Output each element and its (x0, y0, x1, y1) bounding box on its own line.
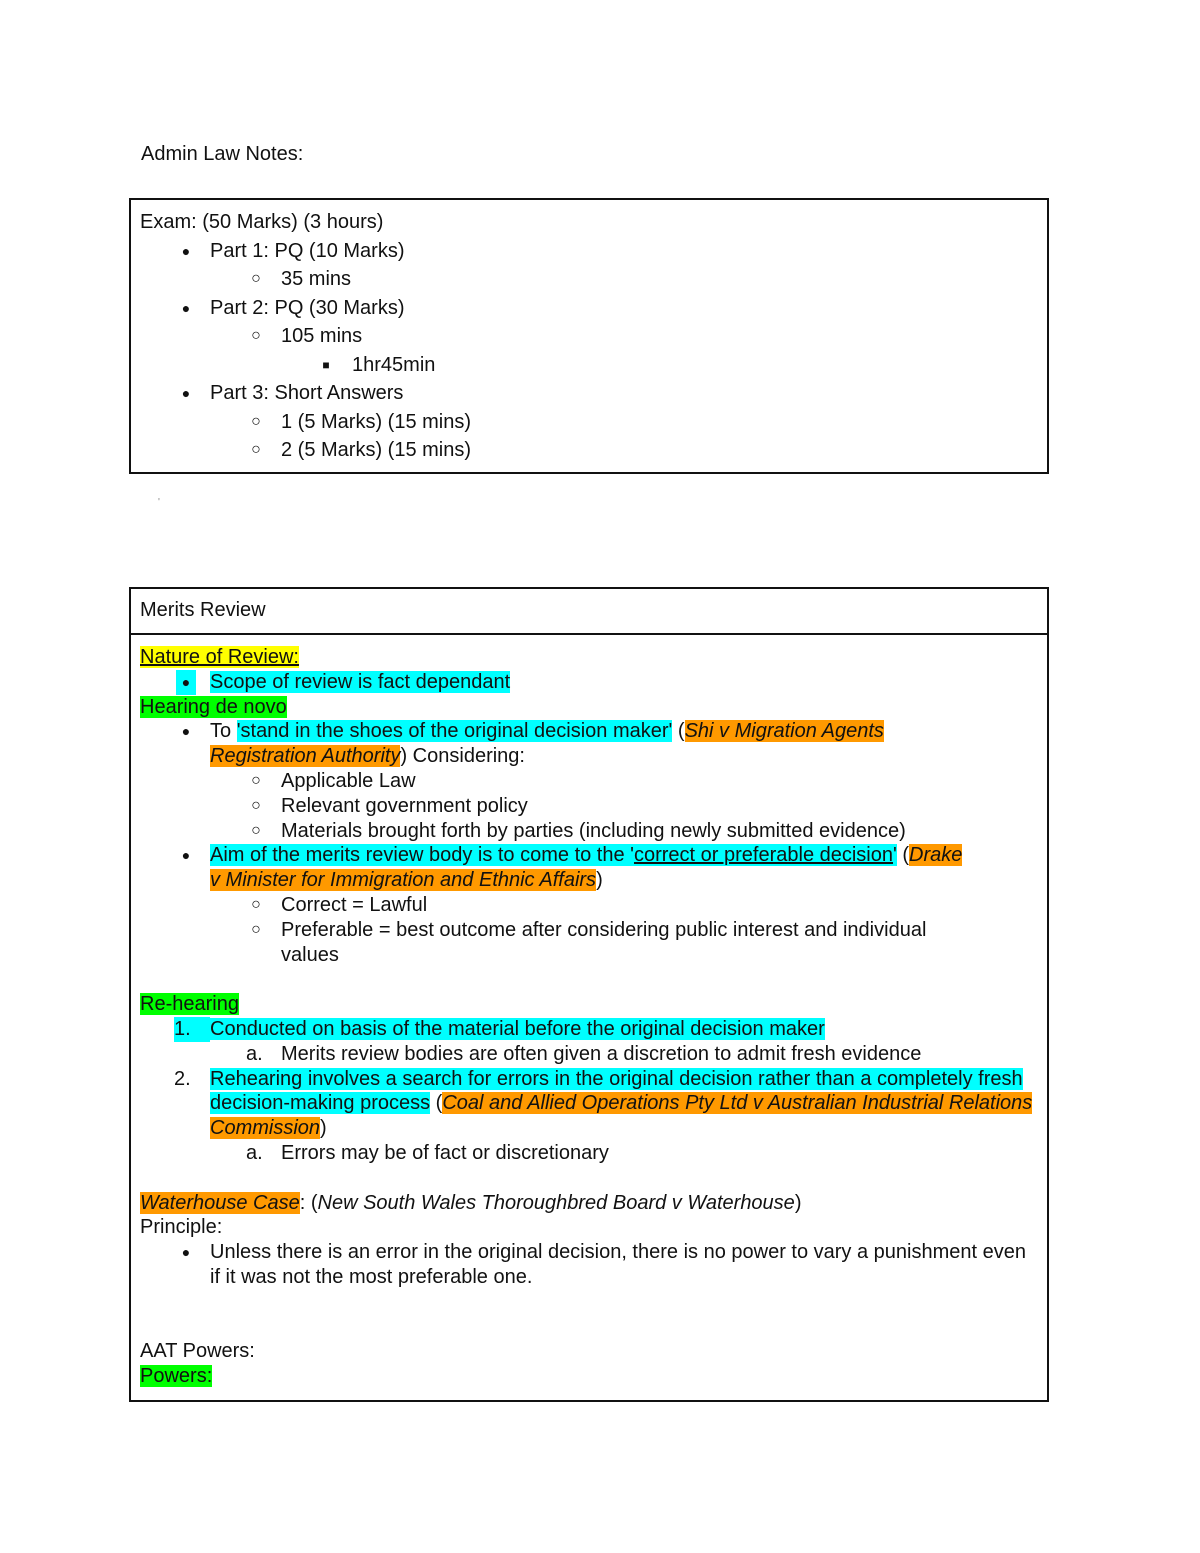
list-item (140, 719, 1038, 744)
list-item (140, 265, 1038, 294)
list-item (140, 408, 1038, 437)
list-item (140, 794, 1038, 819)
list-item (140, 351, 1038, 380)
waterhouse-close: ) (794, 1191, 802, 1214)
powers-heading: Powers: (140, 1365, 213, 1388)
list-item (140, 1141, 1038, 1166)
case-shi-b: Registration Authority (210, 745, 401, 768)
case-drake-a: Drake (909, 844, 963, 867)
list-number: 2. (174, 1067, 191, 1090)
rehearing-item1a: Merits review bodies are often given a discretion to admit fresh evidence (281, 1042, 922, 1065)
principle-text: Unless there is an error in the original decision, there is no power to vary a punishment even if it was not the most preferable one. (210, 1241, 1026, 1288)
case-waterhouse: New South Wales Thoroughbred Board v Waterhouse (317, 1191, 795, 1214)
principle-label: Principle: (140, 1216, 223, 1239)
list-letter: a. (246, 1141, 263, 1164)
list-item (140, 237, 1038, 266)
exam-heading: Exam: (50 Marks) (3 hours) (140, 211, 384, 233)
list-number: 1. (174, 1017, 210, 1042)
bullet-icon: ● (181, 847, 191, 864)
aim-text (210, 844, 897, 866)
rehearing-item1: Conducted on basis of the material before the original decision maker (210, 1017, 825, 1040)
list-item (140, 436, 1038, 465)
bullet-icon: ● (181, 385, 191, 401)
merits-header-text: Merits Review (140, 599, 266, 621)
shoes-to: To (210, 720, 232, 743)
waterhouse-colon: : ( (299, 1191, 318, 1214)
exam-part1: Part 1: PQ (10 Marks) (210, 239, 405, 262)
rehearing-item2-open: ( (430, 1092, 443, 1115)
exam-part3-q2: 2 (5 Marks) (15 mins) (281, 439, 472, 461)
exam-part3-q1: 1 (5 Marks) (15 mins) (281, 410, 472, 433)
list-letter: a. (246, 1042, 263, 1065)
square-bullet-icon: ■ (322, 357, 330, 372)
stray-mark: ' (158, 497, 160, 508)
circle-bullet-icon: ○ (251, 412, 261, 430)
exam-part1-time: 35 mins (281, 268, 352, 290)
list-item (140, 379, 1038, 408)
bullet-icon: ● (181, 1244, 191, 1261)
rehearing-heading: Re-hearing (140, 993, 239, 1016)
consider-3: Materials brought forth by parties (including newly submitted evidence) (281, 819, 906, 842)
exam-box (129, 198, 1049, 474)
aat-heading: AAT Powers: (140, 1340, 255, 1363)
bullet-icon: ● (181, 723, 191, 740)
rehearing-item2-close: ) (320, 1117, 327, 1140)
circle-bullet-icon: ○ (251, 270, 261, 287)
circle-bullet-icon: ○ (251, 895, 261, 913)
exam-part3: Part 3: Short Answers (210, 382, 404, 404)
rehearing-item2: Rehearing involves a search for errors in the original decision rather than a completely fresh decision-making process (210, 1067, 1023, 1115)
bullet-icon: ● (181, 299, 191, 316)
list-item (140, 322, 1038, 351)
list-item (140, 1067, 1036, 1141)
circle-bullet-icon: ○ (251, 441, 261, 458)
waterhouse-line (140, 1191, 1038, 1216)
list-item-cont (140, 868, 1038, 893)
exam-part2: Part 2: PQ (30 Marks) (210, 296, 405, 319)
list-item (140, 918, 941, 968)
list-item (140, 670, 1038, 695)
circle-bullet-icon: ○ (251, 821, 261, 839)
list-item (140, 1017, 1038, 1042)
consider-1: Applicable Law (281, 769, 416, 792)
aim-quote: correct or preferable decision (633, 844, 893, 867)
correct-lawful: Correct = Lawful (281, 893, 428, 916)
waterhouse-label: Waterhouse Case (140, 1191, 300, 1214)
exam-part2-time-alt: 1hr45min (352, 353, 436, 376)
circle-bullet-icon: ○ (251, 920, 261, 938)
shoes-open: ( (672, 720, 685, 743)
case-drake-b: v Minister for Immigration and Ethnic Affairs (210, 869, 597, 892)
case-shi-a: Shi v Migration Agents (684, 720, 884, 743)
list-item (140, 769, 1038, 794)
exam-part2-time: 105 mins (281, 325, 363, 347)
bullet-icon: ● (176, 670, 196, 695)
nature-scope: Scope of review is fact dependant (210, 670, 511, 693)
aim-text-lead: Aim of the merits review body is to come to the ' (210, 844, 634, 867)
list-item (140, 819, 1038, 844)
page-title: Admin Law Notes: (141, 143, 304, 165)
circle-bullet-icon: ○ (251, 327, 261, 344)
list-item (140, 1240, 1040, 1290)
list-item (140, 893, 1038, 918)
denovo-heading: Hearing de novo (140, 695, 287, 718)
shoes-quote: 'stand in the shoes of the original decision maker' (236, 720, 673, 743)
circle-bullet-icon: ○ (251, 771, 261, 789)
list-item-cont (140, 744, 1038, 769)
list-item (140, 843, 1038, 868)
aim-quote-end: ' (893, 844, 897, 867)
list-item (140, 294, 1038, 323)
merits-body (131, 635, 1047, 1389)
case-coal: Coal and Allied Operations Pty Ltd v Australian Industrial Relations Commission (210, 1092, 1033, 1140)
shoes-close: ) Considering: (400, 745, 525, 768)
preferable-text: Preferable = best outcome after considering public interest and individual values (281, 918, 927, 966)
consider-2: Relevant government policy (281, 794, 528, 817)
merits-review-box (129, 587, 1049, 1402)
rehearing-item2a: Errors may be of fact or discretionary (281, 1141, 609, 1164)
list-item (140, 1042, 1038, 1067)
merits-header (131, 589, 1047, 635)
nature-heading: Nature of Review: (140, 646, 299, 668)
aim-open: ( (896, 844, 910, 867)
circle-bullet-icon: ○ (251, 796, 261, 814)
bullet-icon: ● (181, 242, 191, 259)
aim-close: ) (596, 869, 603, 892)
